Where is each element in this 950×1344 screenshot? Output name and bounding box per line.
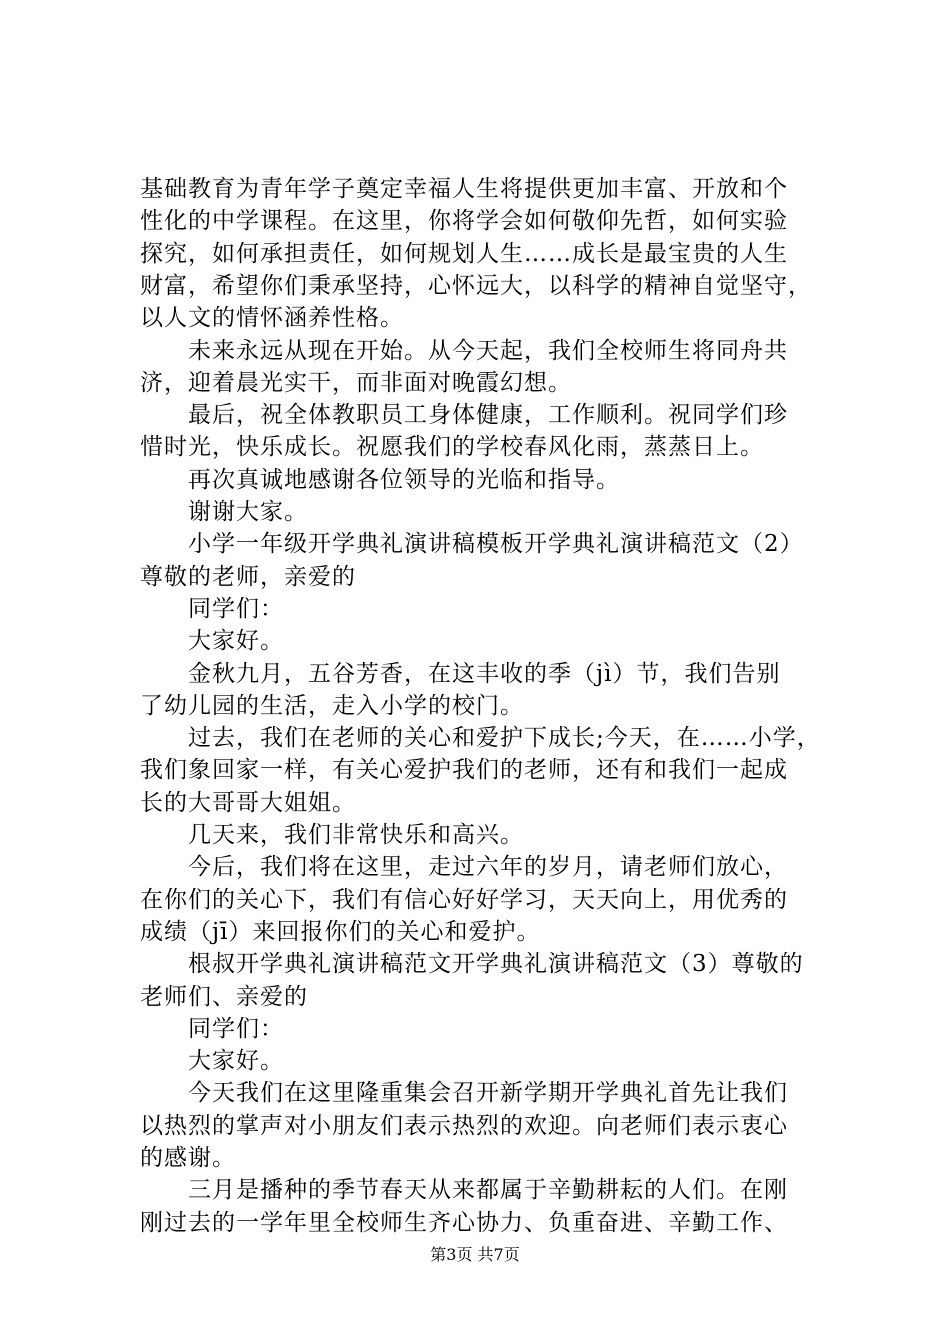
text-line: 金秋九月，五谷芳香，在这丰收的季（jì）节，我们告别 bbox=[140, 660, 781, 687]
text-line: 过去，我们在老师的关心和爱护下成长;今天，在……小学， bbox=[140, 725, 821, 752]
text-line: 三月是播种的季节春天从来都属于辛勤耕耘的人们。在刚 bbox=[140, 1177, 788, 1204]
text-line: 成绩（jī）来回报你们的关心和爱护。 bbox=[140, 918, 541, 945]
text-line: 以热烈的掌声对小朋友们表示热烈的欢迎。向老师们表示衷心 bbox=[140, 1112, 788, 1139]
text-line: 探究，如何承担责任，如何规划人生……成长是最宝贵的人生 bbox=[140, 240, 788, 267]
text-line: 老师们、亲爱的 bbox=[140, 983, 308, 1010]
text-line: 大家好。 bbox=[140, 1048, 284, 1075]
text-line: 性化的中学课程。在这里，你将学会如何敬仰先哲，如何实验 bbox=[140, 208, 788, 235]
text-line: 今后，我们将在这里，走过六年的岁月，请老师们放心， bbox=[140, 854, 788, 881]
text-line: 长的大哥哥大姐姐。 bbox=[140, 789, 356, 816]
text-line: 谢谢大家。 bbox=[140, 499, 308, 525]
text-line: 大家好。 bbox=[140, 628, 284, 655]
text-line: 以人文的情怀涵养性格。 bbox=[140, 305, 404, 332]
text-line: 尊敬的老师，亲爱的 bbox=[140, 563, 356, 590]
text-line: 惜时光，快乐成长。祝愿我们的学校春风化雨，蒸蒸日上。 bbox=[140, 434, 764, 461]
text-line: 小学一年级开学典礼演讲稿模板开学典礼演讲稿范文（2） bbox=[140, 531, 804, 558]
text-line: 同学们： bbox=[140, 595, 284, 622]
text-line: 基础教育为青年学子奠定幸福人生将提供更加丰富、开放和个 bbox=[140, 176, 788, 202]
text-line: 我们象回家一样，有关心爱护我们的老师，还有和我们一起成 bbox=[140, 757, 788, 784]
text-line: 今天我们在这里隆重集会召开新学期开学典礼首先让我们 bbox=[140, 1080, 788, 1107]
page-footer: 第3页 共7页 bbox=[430, 1245, 520, 1264]
text-line: 同学们： bbox=[140, 1015, 284, 1042]
text-line: 的感谢。 bbox=[140, 1145, 236, 1171]
text-line: 几天来，我们非常快乐和高兴。 bbox=[140, 822, 524, 848]
text-line: 财富，希望你们秉承坚持，心怀远大，以科学的精神自觉坚守， bbox=[140, 272, 812, 299]
text-line: 再次真诚地感谢各位领导的光临和指导。 bbox=[140, 466, 620, 493]
text-line: 未来永远从现在开始。从今天起，我们全校师生将同舟共 bbox=[140, 337, 788, 364]
text-line: 了幼儿园的生活，走入小学的校门。 bbox=[140, 692, 524, 719]
text-line: 根叔开学典礼演讲稿范文开学典礼演讲稿范文（3）尊敬的 bbox=[140, 951, 804, 978]
text-line: 济，迎着晨光实干，而非面对晚霞幻想。 bbox=[140, 369, 572, 396]
text-line: 刚过去的一学年里全校师生齐心协力、负重奋进、辛勤工作、 bbox=[140, 1209, 788, 1236]
text-line: 在你们的关心下，我们有信心好好学习，天天向上，用优秀的 bbox=[140, 886, 788, 913]
text-line: 最后，祝全体教职员工身体健康，工作顺利。祝同学们珍 bbox=[140, 402, 788, 429]
